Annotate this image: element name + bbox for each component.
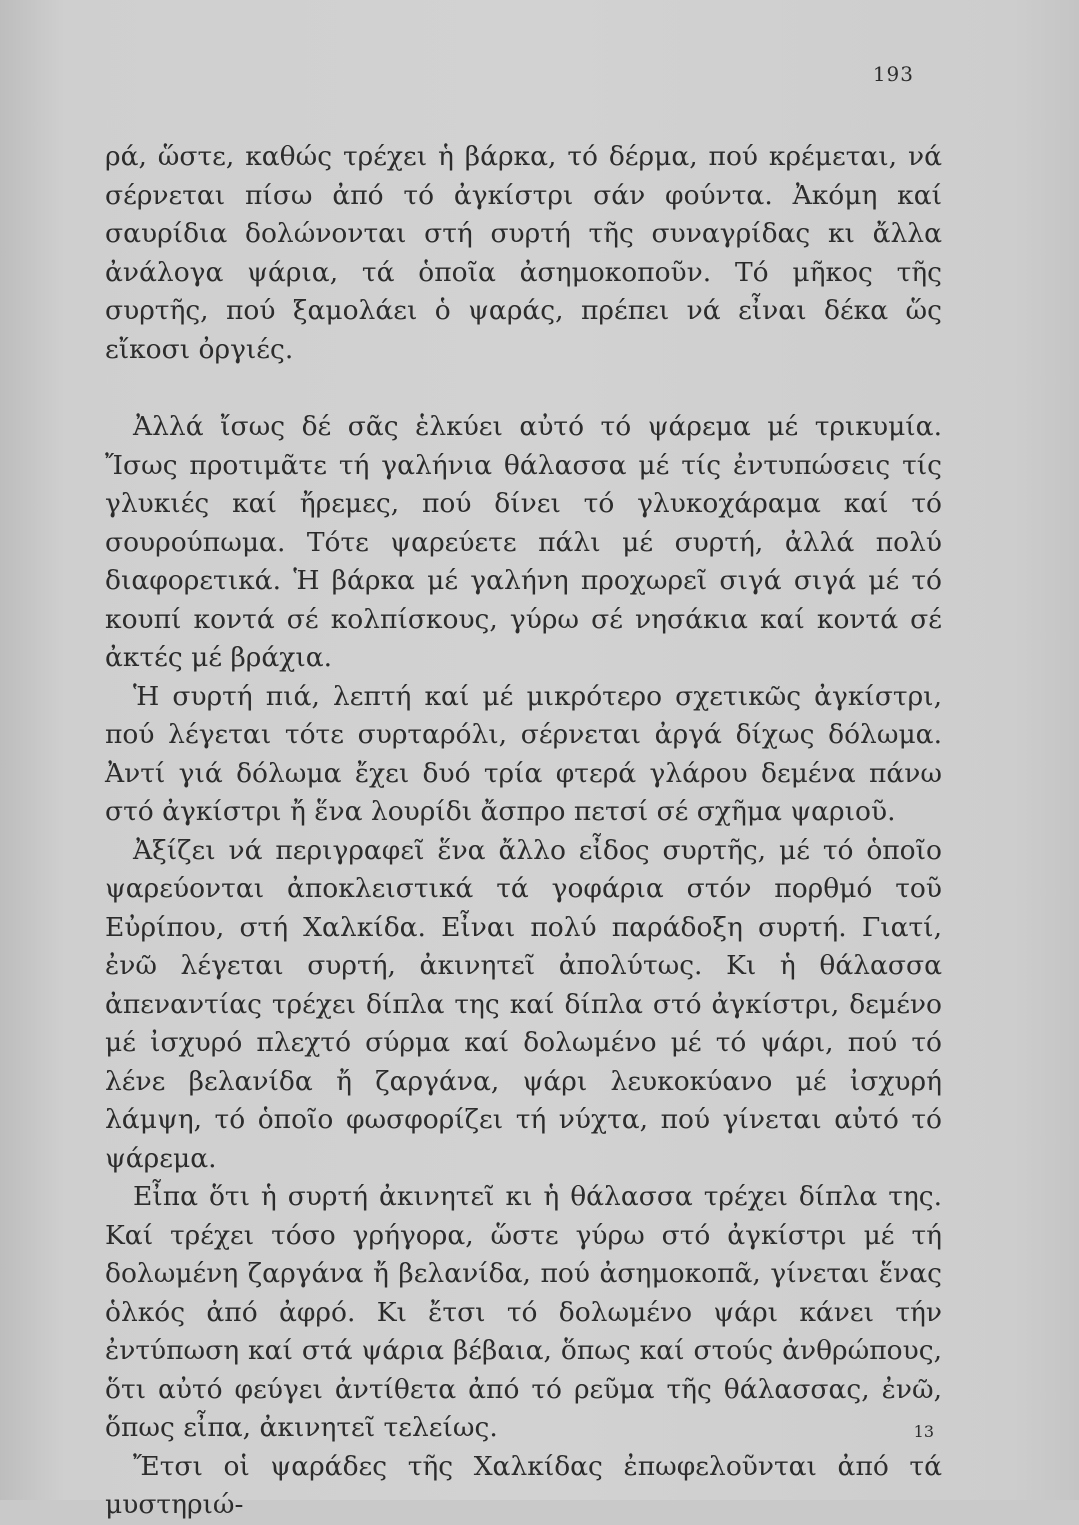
paragraph: Ἡ συρτή πιά, λεπτή καί μέ μικρότερο σχετικῶς ἀγκίστρι, πού λέγεται τότε συρταρόλι, σέρνεται ἀργά δίχως δόλωμα. Ἀντί γιά δόλωμα ἔχει δυό τρία φτερά γλάρου δεμένα πάνω στό ἀγκίστρι ἤ ἕνα λουρίδι ἄσπρο πετσί σέ σχῆμα ψαριοῦ. xyxy=(105,680,942,827)
paragraph: Εἶπα ὅτι ἡ συρτή ἀκινητεῖ κι ἡ θάλασσα τρέχει δίπλα της. Καί τρέχει τόσο γρήγορα, ὥστε γύρω στό ἀγκίστρι μέ τή δολωμένη ζαργάνα ἤ βελανίδα, πού ἀσημοκοπᾶ, γίνεται ἕνας ὁλκός ἀπό ἀφρό. Κι ἔτσι τό δολωμένο ψάρι κάνει τήν ἐντύπωση καί στά ψάρια βέβαια, ὅπως καί στούς ἀνθρώπους, ὅτι αὐτό φεύγει ἀντίθετα ἀπό τό ρεῦμα τῆς θάλασσας, ἐνῶ, ὅπως εἶπα, ἀκινητεῖ τελείως. xyxy=(105,1181,942,1443)
paragraph-continuation: ρά, ὥστε, καθώς τρέχει ἡ βάρκα, τό δέρμα, πού κρέμεται, νά σέρνεται πίσω ἀπό τό ἀγκίστρι σάν φούντα. Ἀκόμη καί σαυρίδια δολώνονται στή συρτή τῆς συναγρίδας κι ἄλλα ἀνάλογα ψάρια, τά ὁποῖα ἀσημοκοποῦν. Τό μῆκος τῆς συρτῆς, πού ξαμολάει ὁ ψαράς, πρέπει νά εἶναι δέκα ὥς εἴκοσι ὀργιές. xyxy=(105,141,942,365)
page-number: 193 xyxy=(872,62,914,86)
body-text xyxy=(105,138,942,1525)
paragraph: Ἀλλά ἴσως δέ σᾶς ἑλκύει αὐτό τό ψάρεμα μέ τρικυμία. Ἴσως προτιμᾶτε τή γαλήνια θάλασσα μέ τίς ἐντυπώσεις τίς γλυκιές καί ἤρεμες, πού δίνει τό γλυκοχάραμα καί τό σουρούπωμα. Τότε ψαρεύετε πάλι μέ συρτή, ἀλλά πολύ διαφορετικά. Ἡ βάρκα μέ γαλήνη προχωρεῖ σιγά σιγά μέ τό κουπί κοντά σέ κολπίσκους, γύρω σέ νησάκια καί κοντά σέ ἀκτές μέ βράχια. xyxy=(105,411,942,673)
printer-signature-mark: 13 xyxy=(913,1422,934,1441)
paragraph: Ἔτσι οἱ ψαράδες τῆς Χαλκίδας ἐπωφελοῦνται ἀπό τά μυστηριώ- xyxy=(105,1450,942,1520)
paragraph: Ἀξίζει νά περιγραφεῖ ἕνα ἄλλο εἶδος συρτῆς, μέ τό ὁποῖο ψαρεύονται ἀποκλειστικά τά γοφάρια στόν πορθμό τοῦ Εὐρίπου, στή Χαλκίδα. Εἶναι πολύ παράδοξη συρτή. Γιατί, ἐνῶ λέγεται συρτή, ἀκινητεῖ ἀπολύτως. Κι ἡ θάλασσα ἀπεναντίας τρέχει δίπλα της καί δίπλα στό ἀγκίστρι, δεμένο μέ ἰσχυρό πλεχτό σύρμα καί δολωμένο μέ τό ψάρι, πού τό λένε βελανίδα ἤ ζαργάνα, ψάρι λευκοκύανο μέ ἰσχυρή λάμψη, τό ὁποῖο φωσφορίζει τή νύχτα, πού γίνεται αὐτό τό ψάρεμα. xyxy=(105,834,942,1174)
